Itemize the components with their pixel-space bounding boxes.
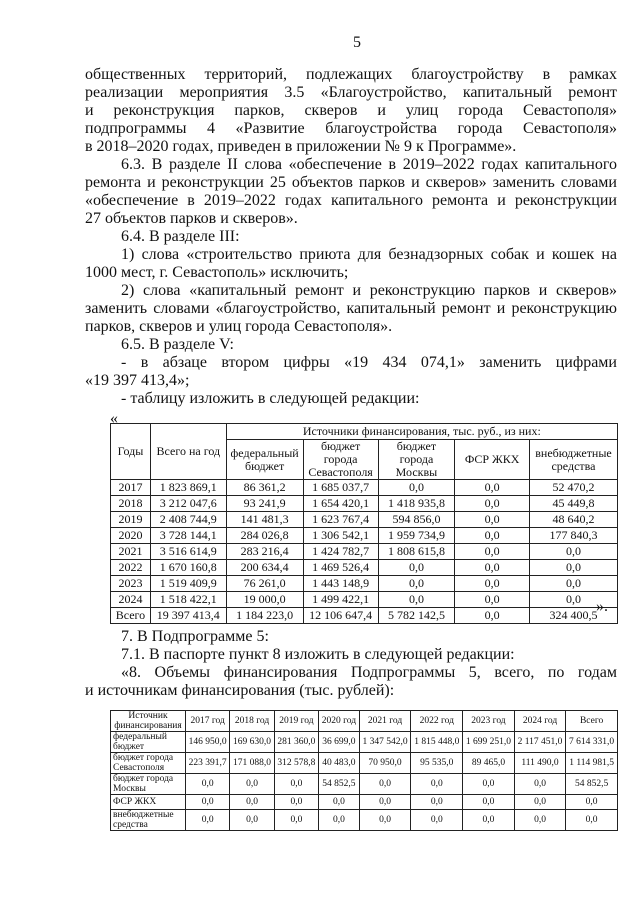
table-cell: 1 418 935,8: [378, 496, 455, 512]
header-cell: 2024 год: [514, 711, 565, 732]
text-line: парков, скверов и улиц города Севастополя».: [85, 318, 393, 335]
table-row: [111, 608, 618, 624]
header-source: бюджет города Севастополя: [303, 440, 378, 480]
table-cell: 141 481,3: [226, 512, 303, 528]
text-line: 2) слова «капитальный ремонт и реконструкцию парков и скверов»: [121, 282, 617, 299]
table-cell: 45 449,8: [530, 496, 618, 512]
table-row: [111, 560, 618, 576]
text-line: 6.5. В разделе V:: [121, 336, 234, 353]
table-cell: 0,0: [274, 810, 318, 831]
table-cell: 1 808 615,8: [378, 544, 455, 560]
table-cell: 1 114 981,5: [566, 753, 618, 774]
table-cell: 1 184 223,0: [226, 608, 303, 624]
text-line: в 2018–2020 годах, приведен в приложении № 9 к Программе».: [85, 138, 517, 155]
table-cell: 1 469 526,4: [303, 560, 378, 576]
table-cell: 1 499 422,1: [303, 592, 378, 608]
table-cell: 3 516 614,9: [150, 544, 226, 560]
body-text-block-1: [85, 66, 617, 408]
table-cell: 0,0: [530, 576, 618, 592]
table-cell: 283 216,4: [226, 544, 303, 560]
header-source: внебюджетные средства: [530, 440, 618, 480]
text-line: заменить словами «благоустройство, капитальный ремонт и реконструкцию: [85, 300, 617, 317]
header-cell: 2021 год: [359, 711, 411, 732]
table-cell: 0,0: [514, 795, 565, 810]
table-cell: 0,0: [455, 592, 530, 608]
table-cell: 0,0: [378, 480, 455, 496]
table-cell: 0,0: [455, 480, 530, 496]
table-cell: 2022: [111, 560, 151, 576]
table-cell: 0,0: [186, 810, 230, 831]
table-row: [111, 576, 618, 592]
table-cell: 1 443 148,9: [303, 576, 378, 592]
table-cell: 0,0: [514, 774, 565, 795]
table-cell: 19 397 413,4: [150, 608, 226, 624]
table-cell: 0,0: [566, 810, 618, 831]
table-cell: 324 400,5: [530, 608, 618, 624]
table-cell: 312 578,8: [274, 753, 318, 774]
table-cell: 2019: [111, 512, 151, 528]
table-cell: 52 470,2: [530, 480, 618, 496]
table-cell: 76 261,0: [226, 576, 303, 592]
open-quote: «: [110, 410, 118, 427]
header-cell: 2022 год: [411, 711, 463, 732]
header-total: Всего на год: [150, 424, 226, 480]
text-line: 27 объектов парков и скверов».: [85, 210, 298, 227]
table-cell: 95 535,0: [411, 753, 463, 774]
table-cell: 86 361,2: [226, 480, 303, 496]
table-cell: Всего: [111, 608, 151, 624]
text-line: ремонта и реконструкции 25 объектов парков и скверов» заменить словами: [85, 174, 617, 191]
table-cell: 2024: [111, 592, 151, 608]
table-cell: 1 815 448,0: [411, 732, 463, 753]
table-cell: 2020: [111, 528, 151, 544]
table-cell: 2017: [111, 480, 151, 496]
table-cell: 146 950,0: [186, 732, 230, 753]
table-cell: 0,0: [230, 795, 274, 810]
text-line: общественных территорий, подлежащих благоустройству в рамках: [85, 66, 617, 83]
table-cell: 281 360,0: [274, 732, 318, 753]
financing-table-program: [110, 423, 618, 624]
header-source: федеральный бюджет: [226, 440, 303, 480]
table-cell: 0,0: [514, 810, 565, 831]
header-source: бюджет города Москвы: [378, 440, 455, 480]
table-cell: 1 424 782,7: [303, 544, 378, 560]
table-cell: 0,0: [230, 774, 274, 795]
header-source: ФСР ЖКХ: [455, 440, 530, 480]
table-cell: 2023: [111, 576, 151, 592]
table-cell: 54 852,5: [319, 774, 360, 795]
table-row: [111, 512, 618, 528]
text-line: 1000 мест, г. Севастополь» исключить;: [85, 264, 349, 281]
table-cell: 0,0: [359, 795, 411, 810]
text-line: и источникам финансирования (тыс. рублей):: [85, 682, 395, 699]
table-cell: 0,0: [455, 512, 530, 528]
text-line: 6.3. В разделе II слова «обеспечение в 2019–2022 годах капитального: [121, 156, 617, 173]
table-cell: 0,0: [455, 576, 530, 592]
table-row: [111, 480, 618, 496]
table-cell: 1 347 542,0: [359, 732, 411, 753]
table-cell: 3 212 047,6: [150, 496, 226, 512]
header-cell: 2017 год: [186, 711, 230, 732]
table-cell: 0,0: [319, 795, 360, 810]
header-cell: 2019 год: [274, 711, 318, 732]
table-cell: 0,0: [463, 810, 515, 831]
text-line: и реконструкция парков, скверов и улиц города Севастополя»: [85, 102, 617, 119]
table-cell: 223 391,7: [186, 753, 230, 774]
table-cell: 177 840,3: [530, 528, 618, 544]
table-row: [111, 732, 618, 753]
text-line: 7. В Подпрограмме 5:: [121, 628, 269, 645]
table-cell: 89 465,0: [463, 753, 515, 774]
table-cell: 0,0: [186, 795, 230, 810]
table-cell: 48 640,2: [530, 512, 618, 528]
table-cell: 1 623 767,4: [303, 512, 378, 528]
table-cell: 0,0: [455, 560, 530, 576]
table-row: [111, 774, 618, 795]
page-number: 5: [353, 34, 361, 51]
text-line: - в абзаце втором цифры «19 434 074,1» заменить цифрами: [121, 354, 617, 371]
header-cell: Источник финансирования: [111, 711, 186, 732]
header-cell: Всего: [566, 711, 618, 732]
table-row: [111, 496, 618, 512]
table-row: [111, 528, 618, 544]
table-row: [111, 753, 618, 774]
table-cell: 1 699 251,0: [463, 732, 515, 753]
table-cell: 3 728 144,1: [150, 528, 226, 544]
header-cell: 2018 год: [230, 711, 274, 732]
table-cell: 0,0: [455, 496, 530, 512]
table-cell: 0,0: [319, 810, 360, 831]
table-cell: 0,0: [411, 795, 463, 810]
header-sources: Источники финансирования, тыс. руб., из них:: [226, 424, 617, 440]
table-row: [111, 592, 618, 608]
table-cell: 2021: [111, 544, 151, 560]
source-label: федеральный бюджет: [111, 732, 186, 753]
table-cell: 1 670 160,8: [150, 560, 226, 576]
table-cell: 0,0: [378, 576, 455, 592]
close-quote: ».: [596, 598, 608, 615]
table-cell: 0,0: [455, 528, 530, 544]
source-label: ФСР ЖКХ: [111, 795, 186, 810]
table-cell: 0,0: [455, 608, 530, 624]
table-row: [111, 795, 618, 810]
table-cell: 1 654 420,1: [303, 496, 378, 512]
text-line: «обеспечение в 2019–2022 годах капитального ремонта и реконструкции: [85, 192, 617, 209]
table-cell: 0,0: [274, 795, 318, 810]
table-cell: 2 117 451,0: [514, 732, 565, 753]
text-line: 6.4. В разделе III:: [121, 228, 240, 245]
table-cell: 0,0: [359, 810, 411, 831]
table-cell: 284 026,8: [226, 528, 303, 544]
table-cell: 70 950,0: [359, 753, 411, 774]
header-years: Годы: [111, 424, 151, 480]
table-cell: 0,0: [455, 544, 530, 560]
table-cell: 0,0: [411, 810, 463, 831]
table-cell: 111 490,0: [514, 753, 565, 774]
table-cell: 1 518 422,1: [150, 592, 226, 608]
table-cell: 0,0: [566, 795, 618, 810]
text-line: «8. Объемы финансирования Подпрограммы 5, всего, по годам: [121, 664, 617, 681]
table-cell: 93 241,9: [226, 496, 303, 512]
table-cell: 0,0: [230, 810, 274, 831]
table-cell: 0,0: [530, 544, 618, 560]
table-cell: 54 852,5: [566, 774, 618, 795]
text-line: - таблицу изложить в следующей редакции:: [121, 390, 420, 407]
text-line: «19 397 413,4»;: [85, 372, 190, 389]
text-line: подпрограммы 4 «Развитие благоустройства города Севастополя»: [85, 120, 617, 137]
table-cell: 169 630,0: [230, 732, 274, 753]
header-cell: 2020 год: [319, 711, 360, 732]
table-cell: 7 614 331,0: [566, 732, 618, 753]
table-cell: 1 823 869,1: [150, 480, 226, 496]
text-line: реализации мероприятия 3.5 «Благоустройство, капитальный ремонт: [85, 84, 617, 101]
table-cell: 0,0: [530, 560, 618, 576]
table-cell: 2 408 744,9: [150, 512, 226, 528]
table-cell: 0,0: [359, 774, 411, 795]
table-cell: 0,0: [411, 774, 463, 795]
table-cell: 0,0: [186, 774, 230, 795]
table-cell: 0,0: [378, 560, 455, 576]
table-cell: 594 856,0: [378, 512, 455, 528]
text-line: 7.1. В паспорте пункт 8 изложить в следующей редакции:: [121, 646, 515, 663]
source-label: бюджет города Севастополя: [111, 753, 186, 774]
financing-table-subprogram: [110, 710, 618, 831]
source-label: внебюджетные средства: [111, 810, 186, 831]
table-cell: 200 634,4: [226, 560, 303, 576]
table-cell: 171 088,0: [230, 753, 274, 774]
table-cell: 5 782 142,5: [378, 608, 455, 624]
table-cell: 12 106 647,4: [303, 608, 378, 624]
table-cell: 1 685 037,7: [303, 480, 378, 496]
table-cell: 1 306 542,1: [303, 528, 378, 544]
table-cell: 40 483,0: [319, 753, 360, 774]
table-cell: 2018: [111, 496, 151, 512]
table-cell: 0,0: [530, 592, 618, 608]
text-line: 1) слова «строительство приюта для безнадзорных собак и кошек на: [121, 246, 617, 263]
body-text-block-2: [85, 628, 617, 700]
table-row: [111, 544, 618, 560]
table-cell: 0,0: [463, 774, 515, 795]
table-cell: 0,0: [463, 795, 515, 810]
table-row: [111, 810, 618, 831]
table-cell: 19 000,0: [226, 592, 303, 608]
table-cell: 1 959 734,9: [378, 528, 455, 544]
header-cell: 2023 год: [463, 711, 515, 732]
table-cell: 36 699,0: [319, 732, 360, 753]
source-label: бюджет города Москвы: [111, 774, 186, 795]
table-cell: 0,0: [274, 774, 318, 795]
table-cell: 1 519 409,9: [150, 576, 226, 592]
table-cell: 0,0: [378, 592, 455, 608]
